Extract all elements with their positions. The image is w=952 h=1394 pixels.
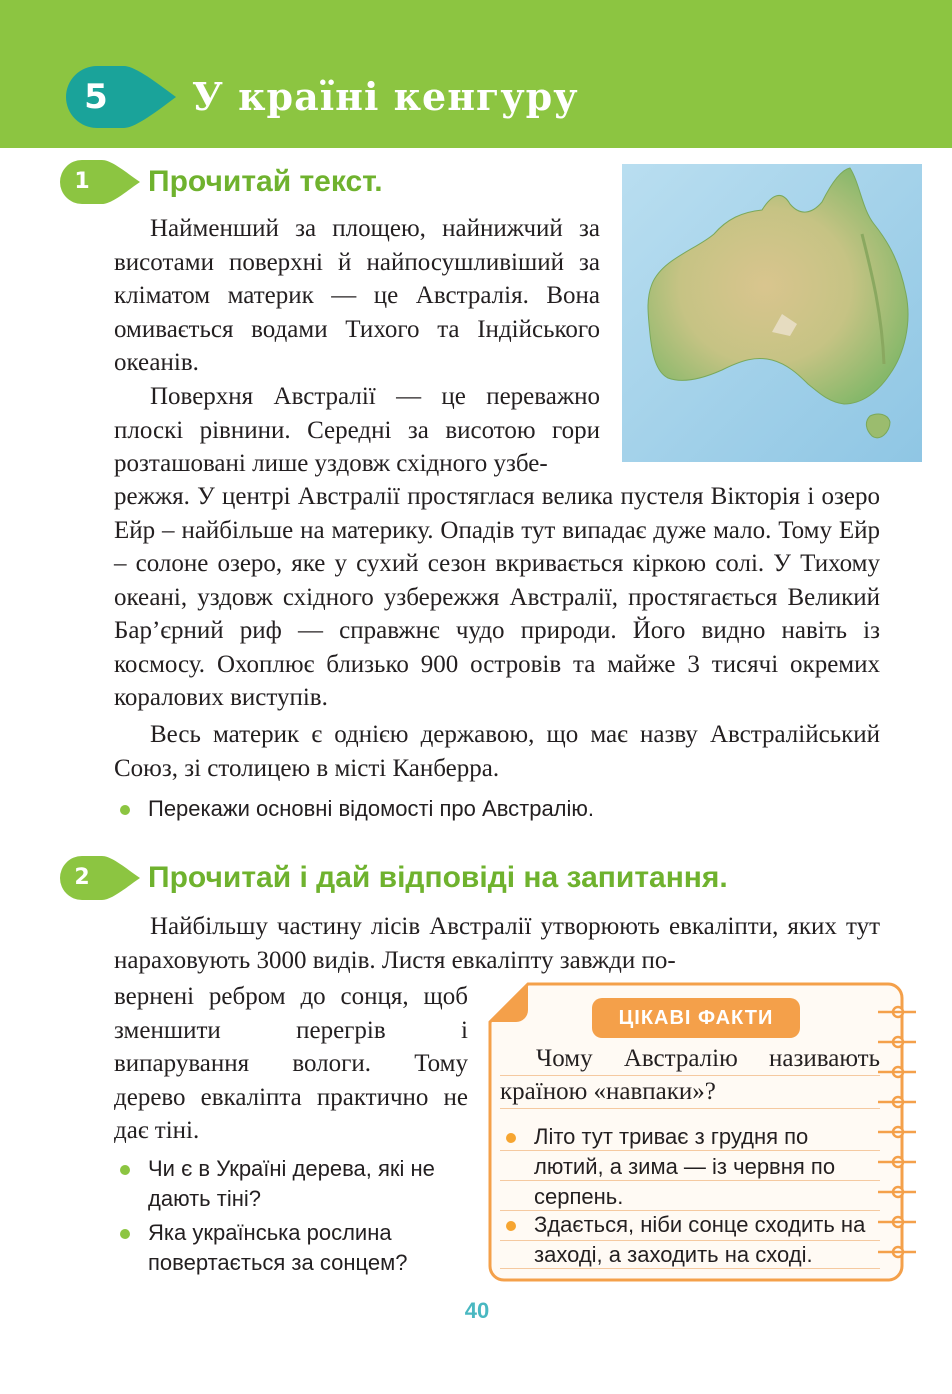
task-1-bullet (148, 794, 878, 824)
lesson-number: 5 (84, 77, 108, 117)
task-2-paragraph-start: Найбільшу частину лісів Австралії утворюють евкаліпти, яких тут нараховують 3000 видів. Листя евкаліпту завжди по- (114, 913, 880, 974)
bullet-dot-icon (506, 1221, 516, 1231)
lesson-title: У країні кенгуру (192, 74, 579, 119)
task-2-bullet-1-text: Чи є в Україні дерева, які не дають тіні? (148, 1156, 435, 1211)
task-2-bullet-2-text: Яка українська рослина повертається за сонцем? (148, 1220, 408, 1275)
bullet-dot-icon (120, 1165, 130, 1175)
facts-item-1 (534, 1122, 880, 1212)
page-number: 40 (464, 1298, 490, 1323)
task-1-paragraph-2-end: режжя. У центрі Австралії простяглася велика пустеля Вікторія і озеро Ейр – найбільше на материку. Опадів тут випадає дуже мало. Тому Ейр – солоне озеро, яке у сухий сезон вкривається кіркою солі. У Тихому океані, уздовж східного узбережжя Австралії, простягається Великий Бар’єрний риф — справжнє чудо природи. Його видно навіть із космосу. Охоплює близько 900 островів та майже 3 тисячі окремих коралових виступів. (114, 483, 880, 711)
ruled-line (500, 1108, 880, 1109)
facts-item-1-text: Літо тут триває з грудня по лютий, а зима — із червня по серпень. (534, 1124, 836, 1209)
australia-map-image (622, 164, 922, 462)
facts-label: ЦІКАВІ ФАКТИ (592, 998, 800, 1038)
bullet-dot-icon (506, 1133, 516, 1143)
task-1-paragraph-3: Весь материк є однією державою, що має назву Австралійський Союз, зі столицею в місті Канберра. (114, 721, 880, 782)
task-1-paragraph-1: Найменший за площею, найнижчий за висотами поверхні й найпосушливіший за кліматом материк — це Австралія. Вона омивається водами Тихого та Індійського океанів. (114, 215, 600, 376)
task-1-bullet-text: Перекажи основні відомості про Австралію. (148, 796, 595, 821)
task-2-bullet-2 (148, 1218, 478, 1278)
task-2-paragraph-end: вернені ребром до сонця, щоб зменшити перегрів і випарування вологи. Тому дерево евкаліпта практично не дає тіні. (114, 983, 468, 1144)
task-2-bullet-1 (148, 1154, 478, 1214)
bullet-dot-icon (120, 805, 130, 815)
task-2-number: 2 (74, 865, 90, 890)
task-2-title: Прочитай і дай відповіді на запитання. (148, 861, 728, 894)
task-1-number: 1 (74, 169, 90, 194)
task-1-title: Прочитай текст. (148, 165, 383, 198)
facts-question: Чому Австралію називають країною «навпаки»? (500, 1045, 880, 1105)
bullet-dot-icon (120, 1229, 130, 1239)
task-1-paragraph-2-start: Поверхня Австралії — це переважно плоскі рівнини. Середні за висотою гори розташовані лише уздовж східного узбе- (114, 383, 600, 477)
facts-item-2 (534, 1210, 880, 1270)
facts-item-2-text: Здається, ніби сонце сходить на заході, а заходить на сході. (534, 1212, 866, 1267)
